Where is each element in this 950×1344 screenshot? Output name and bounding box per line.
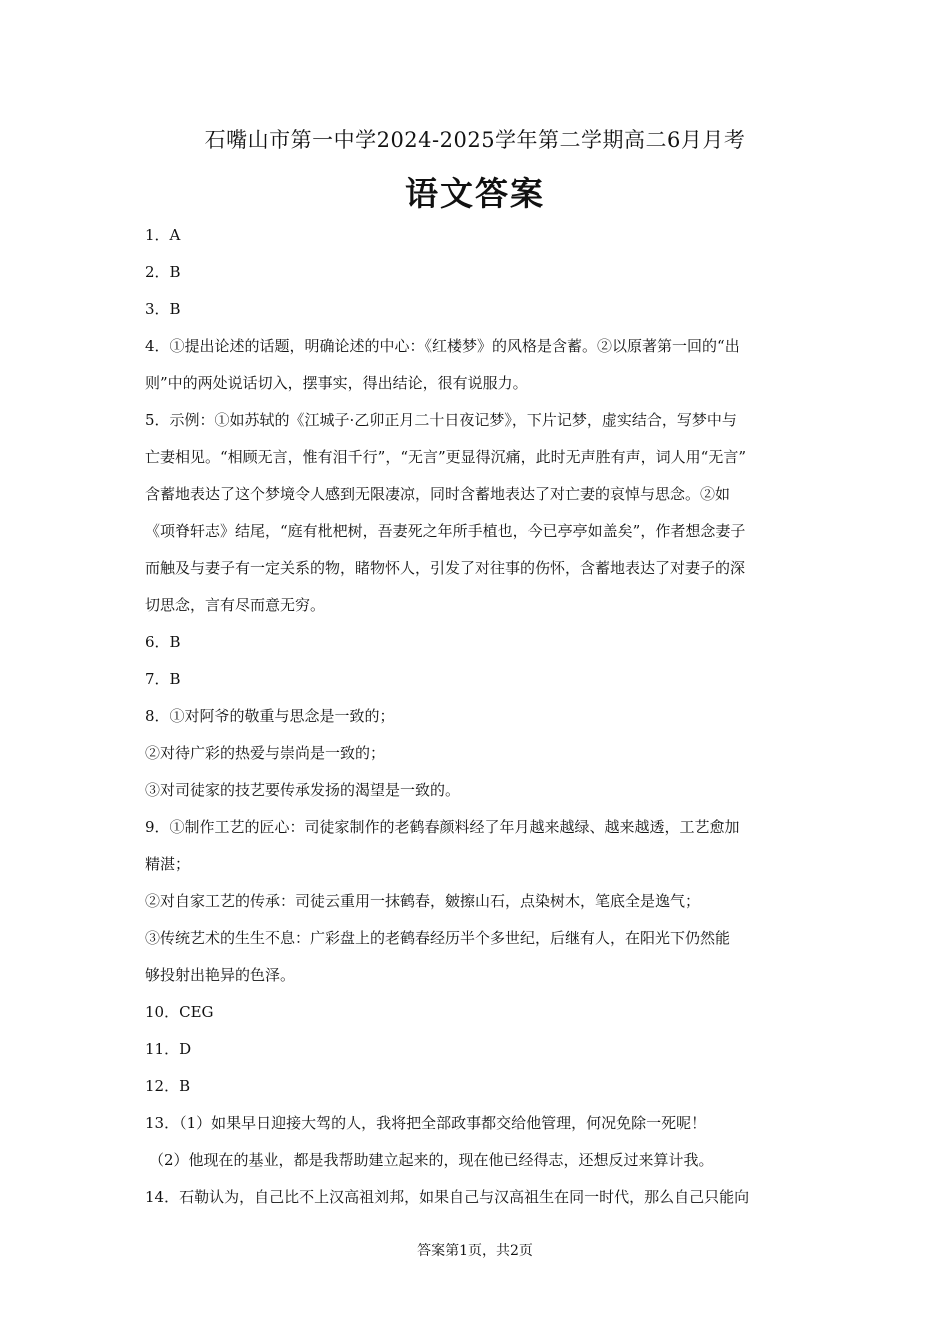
answer-line: ③对司徒家的技艺要传承发扬的渴望是一致的。 bbox=[145, 781, 461, 799]
answer-line: 切思念，言有尽而意无穷。 bbox=[145, 596, 326, 614]
answer-line: （2）他现在的基业，都是我帮助建立起来的，现在他已经得志，还想反过来算计我。 bbox=[149, 1151, 714, 1169]
answer-line: 含蓄地表达了这个梦境令人感到无限凄凉，同时含蓄地表达了对亡妻的哀悼与思念。②如 bbox=[145, 485, 731, 503]
answer-line: 5．示例：①如苏轼的《江城子·乙卯正月二十日夜记梦》，下片记梦，虚实结合，写梦中与 bbox=[145, 411, 737, 429]
answer-line: ②对自家工艺的传承：司徒云重用一抹鹤春，皴擦山石，点染树木，笔底全是逸气； bbox=[145, 892, 701, 910]
answer-line: 1．A bbox=[145, 226, 181, 244]
answer-line: 亡妻相见。“相顾无言，惟有泪千行”，“无言”更显得沉痛，此时无声胜有声，词人用“无言” bbox=[145, 448, 747, 466]
document-subtitle: 语文答案 bbox=[405, 174, 545, 213]
page-footer: 答案第1页，共2页 bbox=[417, 1243, 533, 1259]
answer-line: 11．D bbox=[145, 1040, 192, 1058]
answer-line: ②对待广彩的热爱与崇尚是一致的； bbox=[145, 744, 386, 762]
answer-line: 14．石勒认为，自己比不上汉高祖刘邦，如果自己与汉高祖生在同一时代，那么自己只能向 bbox=[145, 1188, 750, 1206]
answer-line: 精湛； bbox=[145, 855, 191, 873]
answer-line: 8．①对阿爷的敬重与思念是一致的； bbox=[145, 707, 395, 725]
exam-title: 石嘴山市第一中学2024-2025学年第二学期高二6月月考 bbox=[204, 128, 746, 152]
answer-line: 《项脊轩志》结尾，“庭有枇杷树，吾妻死之年所手植也，今已亭亭如盖矣”，作者想念妻子 bbox=[145, 522, 746, 540]
answer-line: 3．B bbox=[145, 300, 181, 318]
answer-body bbox=[145, 220, 808, 1219]
answer-line: 7．B bbox=[145, 670, 181, 688]
answer-line: 则”中的两处说话切入，摆事实，得出结论，很有说服力。 bbox=[145, 374, 528, 392]
answer-line: 6．B bbox=[145, 633, 181, 651]
answer-line: ③传统艺术的生生不息：广彩盘上的老鹤春经历半个多世纪，后继有人，在阳光下仍然能 bbox=[145, 929, 731, 947]
answer-line: 12．B bbox=[145, 1077, 191, 1095]
answer-line: 10．CEG bbox=[145, 1003, 214, 1021]
answer-line: 而触及与妻子有一定关系的物，睹物怀人，引发了对往事的伤怀，含蓄地表达了对妻子的深 bbox=[145, 559, 746, 577]
answer-line: 够投射出艳异的色泽。 bbox=[145, 966, 296, 984]
answer-line: 9．①制作工艺的匠心：司徒家制作的老鹤春颜料经了年月越来越绿、越来越透，工艺愈加 bbox=[145, 818, 740, 836]
answer-line: 4．①提出论述的话题，明确论述的中心：《红楼梦》的风格是含蓄。②以原著第一回的“出 bbox=[145, 337, 740, 355]
answer-line: 13．（1）如果早日迎接大驾的人，我将把全部政事都交给他管理，何况免除一死呢！ bbox=[145, 1114, 707, 1132]
answer-line: 2．B bbox=[145, 263, 181, 281]
